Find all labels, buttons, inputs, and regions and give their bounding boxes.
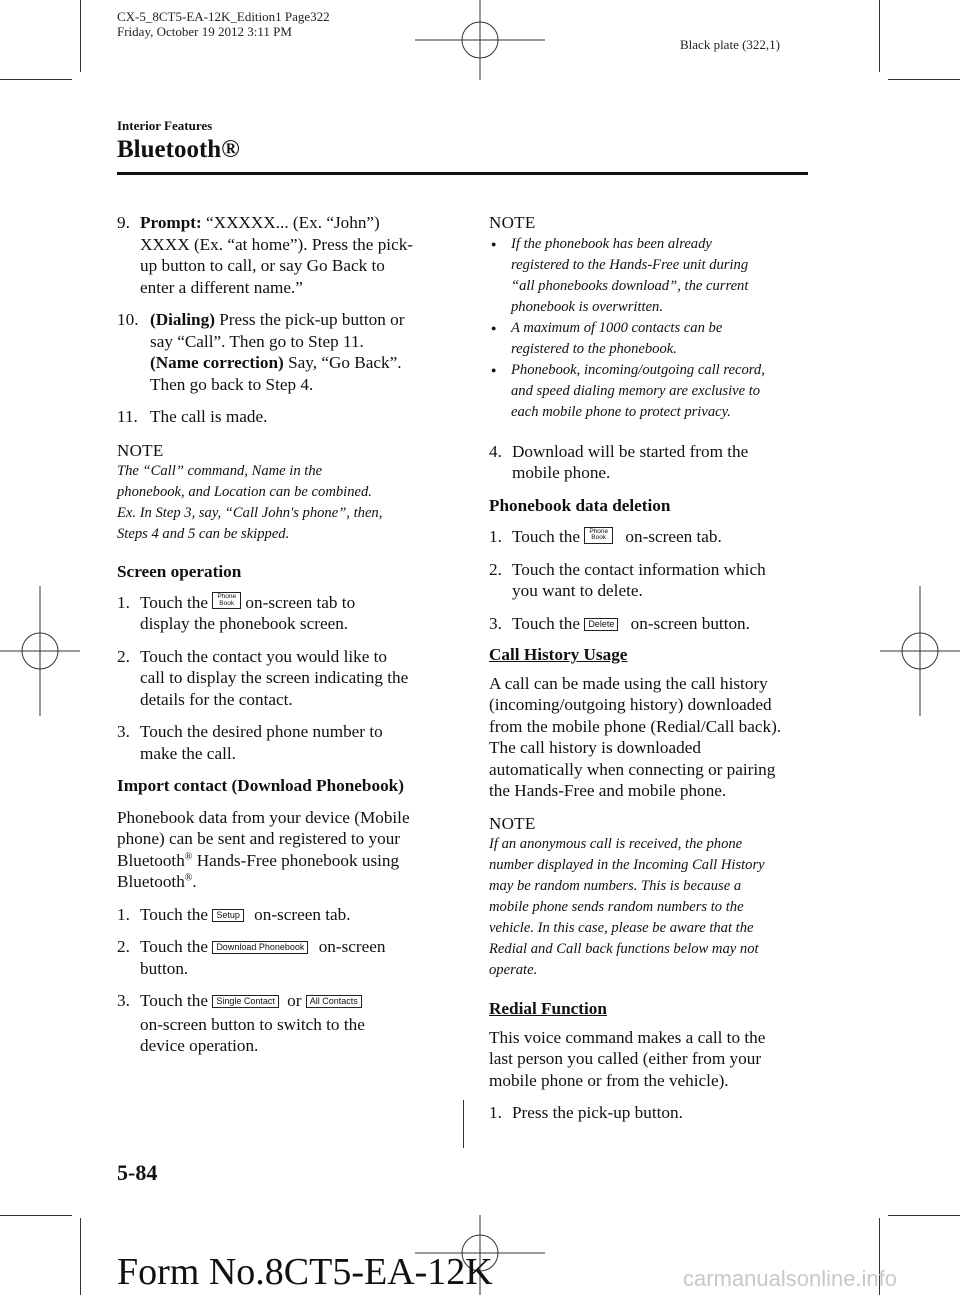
download-step-4 <box>489 441 814 484</box>
call-history-paragraph <box>489 673 814 802</box>
registered-mark: ® <box>184 850 193 862</box>
file-name: CX-5_8CT5-EA-12K_Edition1 Page322 <box>117 9 330 24</box>
note-line: phonebook is overwritten. <box>511 298 663 315</box>
paragraph-line: mobile phone or from the vehicle). <box>489 1070 729 1090</box>
step-text: Touch the <box>512 613 581 633</box>
step-text: say “Call”. Then go to Step 11. <box>150 331 364 351</box>
file-info <box>117 9 330 39</box>
step-text: Touch the <box>140 592 209 612</box>
title-rule <box>117 172 808 175</box>
page-title: Bluetooth® <box>117 136 240 163</box>
note-line: phonebook, and Location can be combined. <box>117 484 372 500</box>
step-text: device operation. <box>140 1036 259 1055</box>
paragraph-line: . <box>192 872 197 891</box>
paragraph-line: Bluetooth <box>117 850 185 870</box>
section-label: Interior Features <box>117 118 213 133</box>
note-line: registered to the Hands-Free unit during <box>511 256 749 273</box>
note-line: operate. <box>489 962 538 978</box>
screen-op-step-2 <box>117 646 462 711</box>
step-text: Touch the <box>140 904 209 924</box>
crop-mark <box>879 0 880 72</box>
step-text: call to display the screen indicating the <box>140 668 409 687</box>
note-heading: NOTE <box>489 813 536 833</box>
note-line: A maximum of 1000 contacts can be <box>511 319 723 336</box>
step-text: Touch the <box>140 991 209 1010</box>
crop-mark <box>0 79 72 80</box>
step-number: 1. <box>117 904 130 924</box>
paragraph-line: the Hands-Free and mobile phone. <box>489 781 727 800</box>
import-step-2 <box>117 936 462 979</box>
step-text: on-screen tab to <box>245 592 356 612</box>
note-line: “all phonebooks download”, the current <box>511 277 749 294</box>
paragraph-line: Bluetooth <box>117 872 185 891</box>
phone-book-tab[interactable]: Phone Book <box>584 527 613 544</box>
step-number: 2. <box>489 559 502 579</box>
page-number: 5-84 <box>117 1160 158 1185</box>
plate-label: Black plate (322,1) <box>680 37 780 52</box>
paragraph-line: This voice command makes a call to the <box>489 1027 766 1047</box>
import-paragraph <box>117 807 462 893</box>
registered-mark: ® <box>184 872 193 884</box>
step-text: up button to call, or say Go Back to <box>140 256 385 275</box>
registration-mark-left <box>0 586 80 716</box>
step-number: 1. <box>489 527 502 546</box>
paragraph-line: Phonebook data from your device (Mobile <box>117 807 410 827</box>
note-line: Ex. In Step 3, say, “Call John's phone”, then, <box>117 505 383 521</box>
crop-mark <box>80 0 81 72</box>
note-bullets <box>489 234 814 423</box>
crop-mark <box>888 79 960 80</box>
step-text: The call is made. <box>150 407 268 426</box>
step-text: on-screen tab. <box>254 904 351 924</box>
step-number: 1. <box>489 1103 502 1122</box>
step-text: XXXX (Ex. “at home”). Press the pick- <box>140 234 414 254</box>
step-text: Download will be started from the <box>512 441 749 461</box>
note-bullet <box>489 234 814 318</box>
step-number: 3. <box>117 722 130 741</box>
note-line: vehicle. In this case, please be aware that the <box>489 920 754 936</box>
single-contact-button[interactable]: Single Contact <box>212 995 279 1008</box>
step-text: on-screen button. <box>630 613 750 633</box>
delete-step-3 <box>489 613 814 635</box>
all-contacts-button[interactable]: All Contacts <box>306 995 362 1008</box>
delete-step-1 <box>489 526 814 548</box>
step-number: 11. <box>117 407 138 426</box>
screen-op-step-1 <box>117 592 462 635</box>
paragraph-line: from the mobile phone (Redial/Call back). <box>489 716 782 736</box>
note-text <box>117 461 462 545</box>
step-11 <box>117 406 462 428</box>
step-text: button. <box>140 958 189 978</box>
setup-tab[interactable]: Setup <box>212 909 244 922</box>
step-text: Touch the <box>140 937 209 956</box>
step-number: 3. <box>117 991 130 1010</box>
paragraph-line: automatically when connecting or pairing <box>489 759 776 779</box>
step-text: “XXXXX... (Ex. “John”) <box>201 213 380 232</box>
step-text: Press the pick-up button. <box>512 1103 683 1122</box>
step-number: 10. <box>117 310 139 329</box>
step-number: 2. <box>117 937 130 956</box>
bullet-icon: ● <box>491 322 497 333</box>
step-number: 9. <box>117 213 130 232</box>
redial-heading: Redial Function <box>489 999 607 1018</box>
phone-book-tab[interactable]: Phone Book <box>212 592 241 609</box>
bullet-icon: ● <box>491 238 497 249</box>
step-number: 4. <box>489 441 502 461</box>
step-text: Touch the <box>512 527 581 546</box>
step-text: Then go back to Step 4. <box>150 374 314 394</box>
phonebook-deletion-heading: Phonebook data deletion <box>489 495 671 515</box>
step-number: 2. <box>117 646 130 666</box>
note-bullet <box>489 360 814 423</box>
prompt-label: Prompt: <box>140 213 202 232</box>
paragraph-line: Hands-Free phonebook using <box>192 850 400 870</box>
crop-mark <box>888 1215 960 1216</box>
delete-step-2 <box>489 559 814 602</box>
note-line: each mobile phone to protect privacy. <box>511 403 731 420</box>
step-text: Touch the contact you would like to <box>140 646 388 666</box>
form-number: Form No.8CT5-EA-12K <box>117 1251 493 1293</box>
paragraph-line: last person you called (either from your <box>489 1049 762 1068</box>
note-heading: NOTE <box>489 213 536 232</box>
paragraph-line: phone) can be sent and registered to your <box>117 829 401 848</box>
left-column <box>117 212 462 1057</box>
screen-op-step-3 <box>117 721 462 764</box>
note-line: If an anonymous call is received, the phone <box>489 836 743 852</box>
dialing-label: (Dialing) <box>150 310 215 329</box>
note-line: may be random numbers. This is because a <box>489 878 742 894</box>
note-line: The “Call” command, Name in the <box>117 463 323 479</box>
redial-paragraph <box>489 1027 814 1092</box>
step-text: details for the contact. <box>140 689 293 709</box>
step-text: or <box>287 991 302 1010</box>
note-line: Steps 4 and 5 can be skipped. <box>117 526 290 542</box>
import-step-3 <box>117 990 462 1057</box>
step-text: on-screen <box>318 937 386 956</box>
step-text: Touch the desired phone number to <box>140 722 383 741</box>
note-line: Phonebook, incoming/outgoing call record, <box>511 361 765 378</box>
watermark: carmanualsonline.info <box>683 1266 898 1291</box>
screen-operation-heading: Screen operation <box>117 562 242 581</box>
registration-mark-right <box>880 586 960 716</box>
bullet-icon: ● <box>491 364 497 375</box>
step-text: enter a different name.” <box>140 277 303 297</box>
step-text: make the call. <box>140 743 236 763</box>
paragraph-line: (incoming/outgoing history) downloaded <box>489 695 772 714</box>
step-text: Touch the contact information which <box>512 559 766 579</box>
note-line: Redial and Call back functions below may not <box>489 941 759 957</box>
call-history-heading: Call History Usage <box>489 645 628 664</box>
step-text: you want to delete. <box>512 581 643 600</box>
step-text: on-screen button to switch to the <box>140 1014 365 1034</box>
registration-mark-top <box>415 0 545 80</box>
step-text: display the phonebook screen. <box>140 614 349 633</box>
step-text: mobile phone. <box>512 463 611 482</box>
redial-step-1 <box>489 1102 814 1124</box>
right-column <box>489 212 814 1124</box>
note-line: If the phonebook has been already <box>511 235 712 252</box>
note-heading: NOTE <box>117 440 164 460</box>
note-line: mobile phone sends random numbers to the <box>489 899 744 915</box>
step-text: Say, “Go Back”. <box>283 353 402 372</box>
note-line: and speed dialing memory are exclusive to <box>511 382 761 399</box>
paragraph-line: The call history is downloaded <box>489 738 701 757</box>
download-phonebook-button[interactable]: Download Phonebook <box>212 941 308 954</box>
note-line: number displayed in the Incoming Call History <box>489 857 765 873</box>
step-9 <box>117 212 462 298</box>
column-divider <box>463 1100 464 1148</box>
note-text <box>489 834 814 981</box>
note-bullet <box>489 318 814 360</box>
crop-mark <box>0 1215 72 1216</box>
step-text: on-screen tab. <box>625 527 722 546</box>
import-step-1 <box>117 904 462 926</box>
name-correction-label: (Name correction) <box>150 353 284 372</box>
paragraph-line: A call can be made using the call history <box>489 673 768 693</box>
delete-button[interactable]: Delete <box>584 618 618 631</box>
step-number: 3. <box>489 613 502 633</box>
step-10 <box>117 309 462 395</box>
import-contact-heading: Import contact (Download Phonebook) <box>117 776 404 795</box>
step-text: Press the pick-up button or <box>214 310 405 329</box>
step-number: 1. <box>117 592 130 612</box>
crop-mark <box>80 1218 81 1295</box>
file-date: Friday, October 19 2012 3:11 PM <box>117 24 292 39</box>
note-line: registered to the phonebook. <box>511 340 677 357</box>
